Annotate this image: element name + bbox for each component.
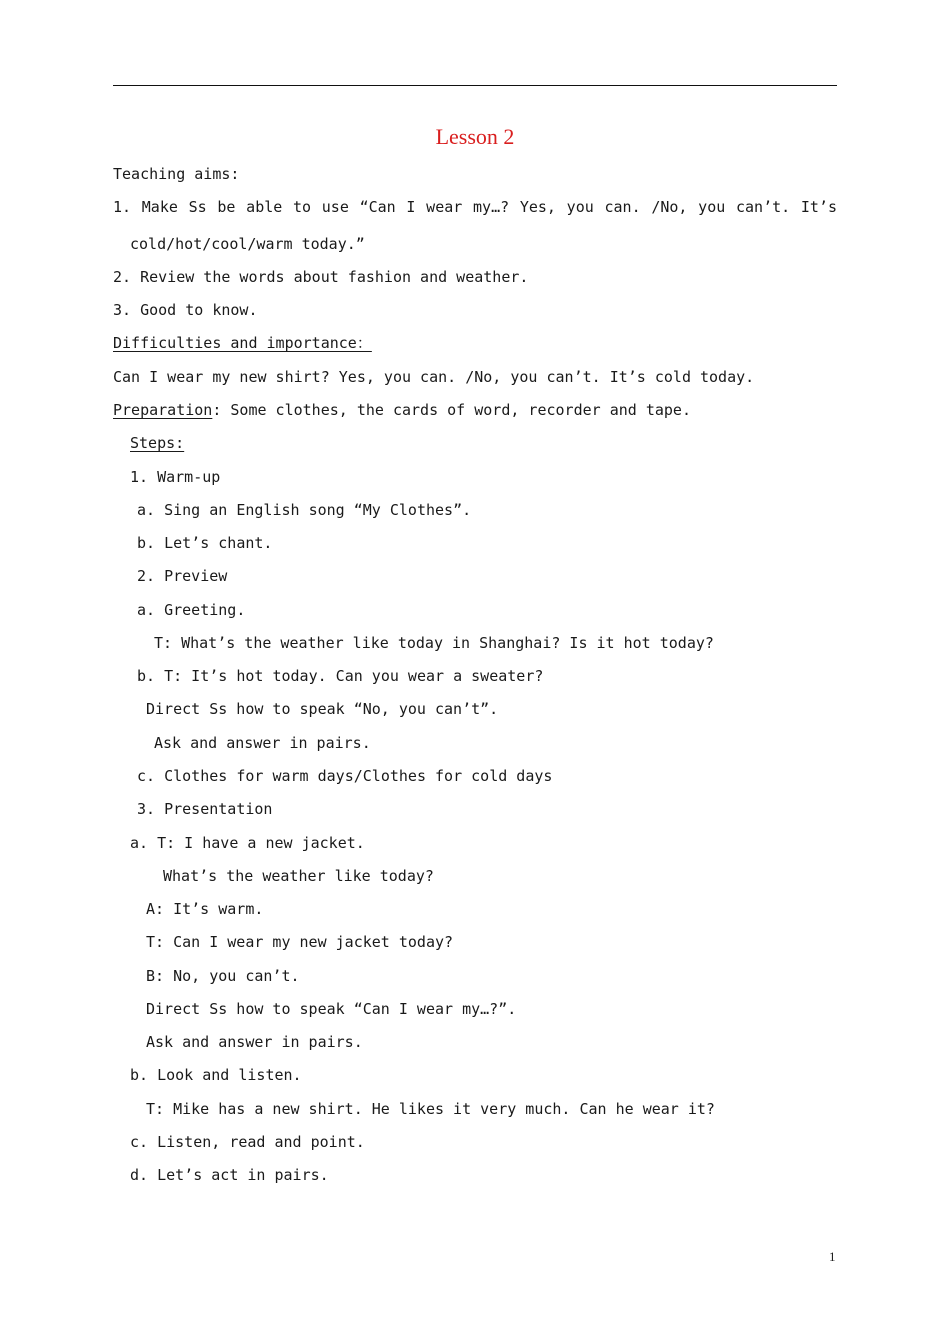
step-preview: 2. Preview (137, 567, 228, 585)
difficulties-heading: Difficulties and importance： (113, 334, 372, 352)
preparation-label: Preparation (113, 401, 213, 419)
step-line: a. Sing an English song “My Clothes”. (137, 501, 472, 519)
step-warm-up: 1. Warm-up (130, 468, 221, 486)
aim-1-line-1: 1. Make Ss be able to use “Can I wear my…? Yes, you can. /No, you can’t. It’s (113, 198, 837, 216)
step-line: c. Listen, read and point. (130, 1133, 365, 1151)
steps-heading: Steps: (130, 434, 185, 452)
difficulties-text: Can I wear my new shirt? Yes, you can. /No, you can’t. It’s cold today. (113, 368, 755, 386)
step-line: B: No, you can’t. (146, 967, 300, 985)
step-line: d. Let’s act in pairs. (130, 1166, 329, 1184)
lesson-title: Lesson 2 (435, 124, 515, 149)
header-rule (113, 85, 837, 86)
page-number: 1 (829, 1249, 836, 1264)
step-line: A: It’s warm. (146, 900, 264, 918)
step-line: b. Let’s chant. (137, 534, 273, 552)
aim-2: 2. Review the words about fashion and weather. (113, 268, 529, 286)
step-line: T: Can I wear my new jacket today? (146, 933, 454, 951)
step-line: c. Clothes for warm days/Clothes for cold days (137, 767, 553, 785)
step-line: b. T: It’s hot today. Can you wear a sweater? (137, 667, 544, 685)
step-line: b. Look and listen. (130, 1066, 302, 1084)
step-line: a. Greeting. (137, 601, 246, 619)
step-line: Ask and answer in pairs. (154, 734, 371, 752)
teaching-aims-heading: Teaching aims: (113, 165, 240, 183)
preparation-line (113, 400, 691, 420)
aim-3: 3. Good to know. (113, 301, 258, 319)
step-line: a. T: I have a new jacket. (130, 834, 365, 852)
step-line: T: What’s the weather like today in Shanghai? Is it hot today? (154, 634, 714, 652)
step-line: T: Mike has a new shirt. He likes it very much. Can he wear it? (146, 1100, 715, 1118)
step-line: Direct Ss how to speak “No, you can’t”. (146, 700, 499, 718)
step-line: Ask and answer in pairs. (146, 1033, 363, 1051)
preparation-text: : Some clothes, the cards of word, recorder and tape. (212, 401, 691, 419)
step-line: What’s the weather like today? (163, 867, 434, 885)
step-line: Direct Ss how to speak “Can I wear my…?”. (146, 1000, 517, 1018)
aim-1-line-2: cold/hot/cool/warm today.” (130, 235, 365, 253)
step-presentation: 3. Presentation (137, 800, 273, 818)
